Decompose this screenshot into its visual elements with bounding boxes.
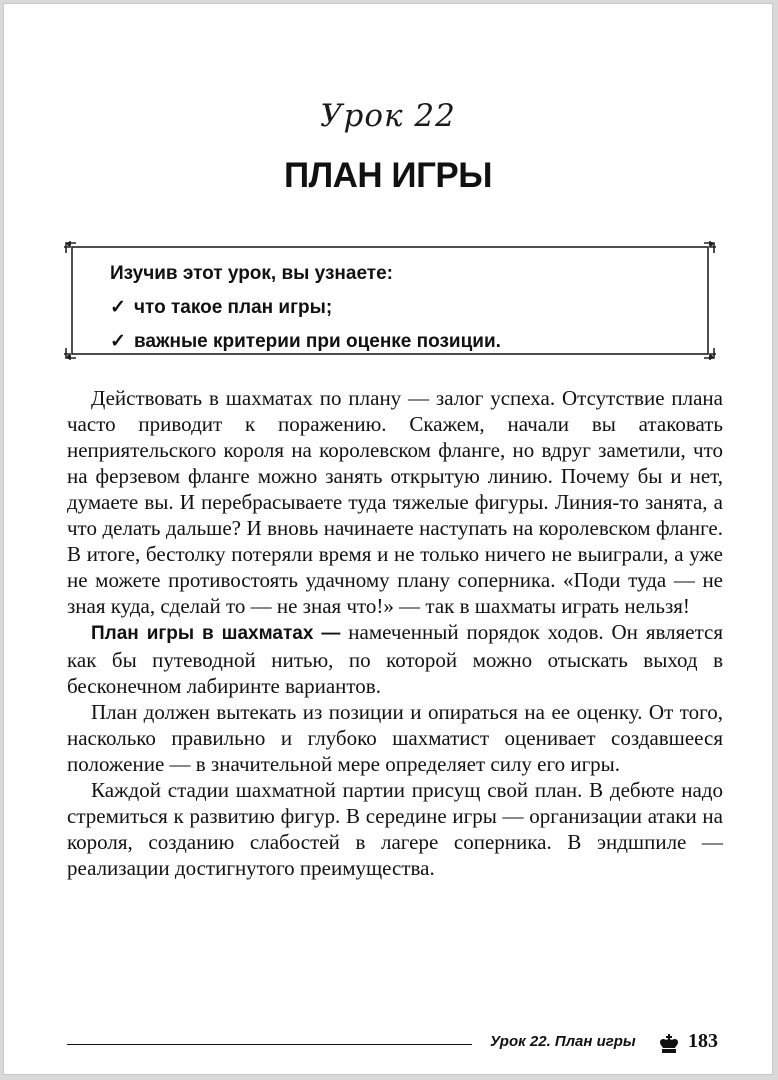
defined-term: План игры в шахматах — <box>91 623 341 644</box>
objective-item <box>110 325 710 359</box>
page-title: ПЛАН ИГРЫ <box>283 156 493 195</box>
objectives-intro: Изучив этот урок, вы узнаете: <box>110 263 393 284</box>
paragraph: План должен вытекать из позиции и опираться на ее оценку. От того, насколько правильно и глубоко шахматист оценивает создавшееся положение — в значительной мере определяет силу его игры. <box>67 700 723 776</box>
paragraph-text: намеченный порядок ходов. Он является как бы путеводной нитью, по которой можно отыскать выход в бесконечном лабиринте вариантов. <box>67 620 723 698</box>
checkmark-icon: ✓ <box>110 331 126 352</box>
objective-item <box>110 291 710 325</box>
objective-item-label: что такое план игры; <box>134 297 333 318</box>
footer-rule <box>67 1044 472 1045</box>
running-title: Урок 22. План игры <box>490 1033 636 1050</box>
paragraph <box>67 619 723 699</box>
checkmark-icon: ✓ <box>110 297 126 318</box>
chess-king-icon <box>658 1034 680 1054</box>
objectives-text <box>110 257 710 359</box>
page-number: 183 <box>688 1030 718 1052</box>
book-page <box>3 3 773 1075</box>
paragraph: Каждой стадии шахматной партии присущ свой план. В дебюте надо стремиться к развитию фигур. В середине игры — организации атаки на короля, созданию слабостей в лагере соперника. В эндшпиле — реализации достигнутого преимущества. <box>67 778 723 880</box>
paragraph: Действовать в шахматах по плану — залог успеха. Отсутствие плана часто приводит к поражению. Скажем, начали вы атаковать неприятельского короля на королевском фланге, но вдруг заметили, что на ферзевом фланге можно занять открытую линию. Почему бы и нет, думаете вы. И перебрасываете туда тяжелые фигуры. Линия-то занята, а что делать дальше? И вновь начинаете наступать на королевском фланге. В итоге, бестолку потеряли время и не только ничего не выиграли, а уже не можете противостоять удачному плану соперника. «Поди туда — не зная куда, сделай то — не зная что!» — так в шахматы играть нельзя! <box>67 386 723 618</box>
lesson-label: Урок 22 <box>320 98 456 134</box>
body-text <box>67 385 723 881</box>
objectives-box <box>64 239 716 362</box>
objective-item-label: важные критерии при оценке позиции. <box>134 331 501 352</box>
